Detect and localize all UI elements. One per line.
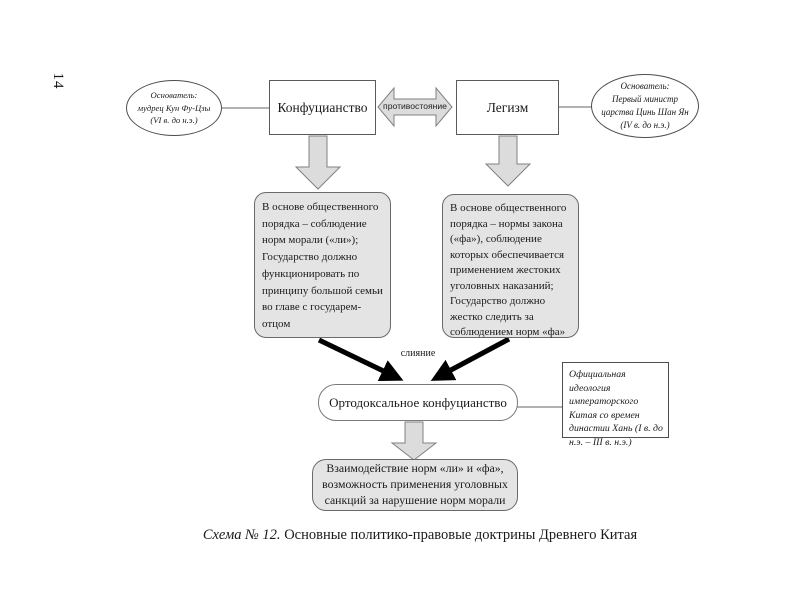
legism-box: Легизм [456,80,559,135]
founder-right-line3: царства Цинь Шан Ян [601,107,689,117]
orthodox-confucianism-box: Ортодоксальное конфуцианство [318,384,518,421]
arrow-legism-down [486,136,530,186]
confucianism-box: Конфуцианство [269,80,376,135]
founder-right-line2: Первый министр [612,94,678,105]
caption-scheme-label: Схема № 12. [202,527,281,543]
founder-left-line3: (VI в. до н.э.) [150,115,198,126]
founder-left-ellipse [126,80,222,136]
merge-arrow-left [319,340,398,378]
page-number: 14 [50,72,66,90]
result-box: Взаимодействие норм «ли» и «фа», возможность применения уголовных санкций за нарушение норм морали [312,459,518,511]
merge-label: слияние [400,348,436,359]
caption-title: Основные политико-правовые доктрины Древнего Китая [280,527,638,543]
arrow-orthodox-down [392,422,436,460]
founder-left-line1: Основатель: [150,90,198,101]
opposition-label: противостояние [383,101,447,111]
founder-right-line4: (IV в. до н.э.) [620,119,670,130]
founder-right-line1: Основатель: [620,81,670,92]
figure-caption [40,527,800,544]
founder-left-line2: мудрец Кун Фу-Цзы [137,102,211,113]
confucianism-principle-box: В основе общественного порядка – соблюдение норм морали («ли»); Государство должно функционировать по принципу большой семьи во главе с государем-отцом [254,192,391,338]
official-ideology-note: Официальная идеология императорского Китая со времен династии Хань (I в. до н.э. – III в. н.э.) [562,362,669,438]
founder-right-ellipse [591,74,699,138]
legism-principle-box: В основе общественного порядка – нормы закона («фа»), соблюдение которых обеспечивается применением жестоких уголовных наказаний; Государство должно жестко следить за соблюдением норм «фа» [442,194,579,338]
arrow-confucianism-down [296,136,340,189]
